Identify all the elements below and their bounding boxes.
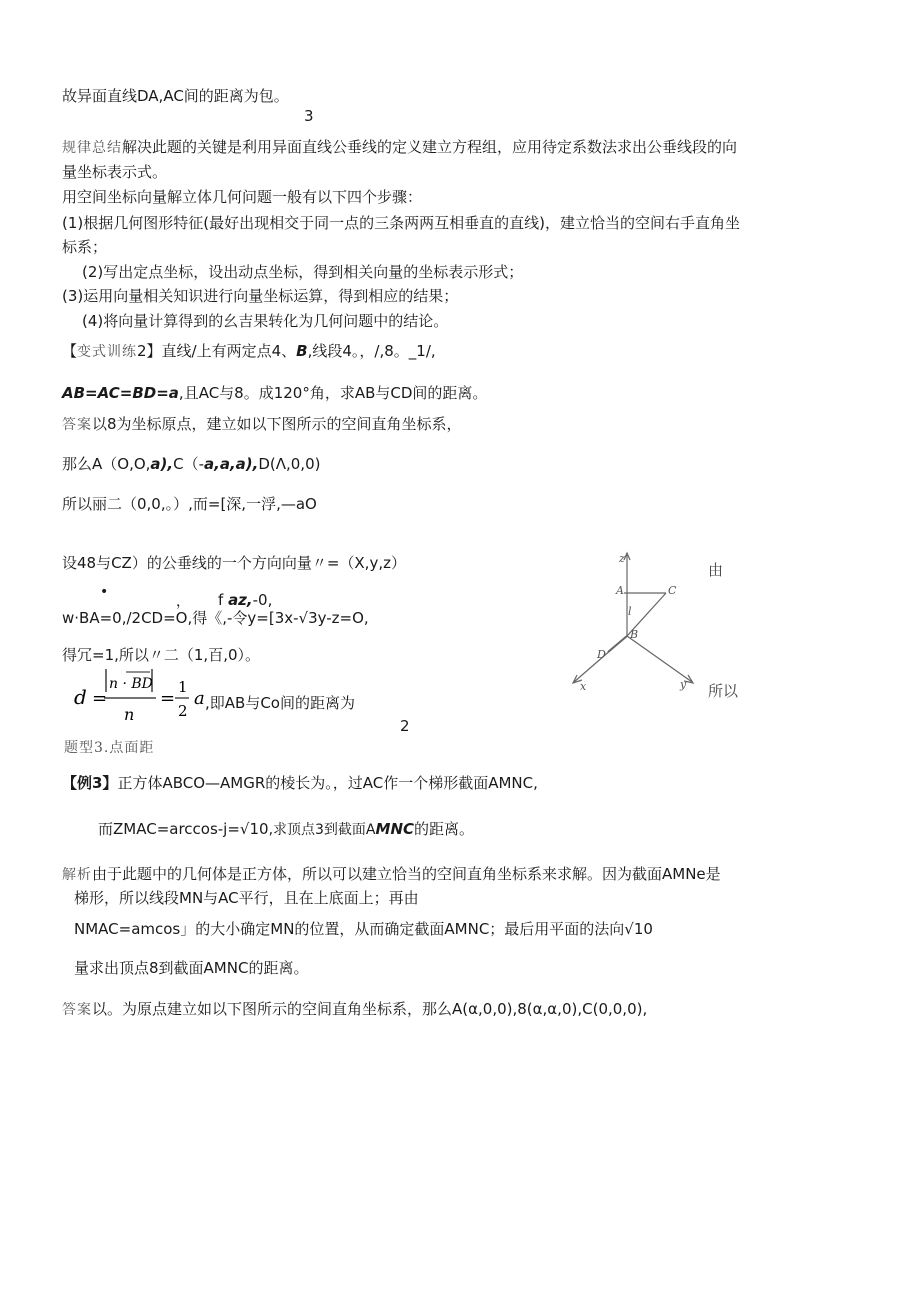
distance-formula [72,666,212,728]
segment-bd [608,636,627,652]
step-3: (3)运用向量相关知识进行向量坐标运算，得到相应的结果； [62,287,459,305]
comma-mark: ， [176,594,190,610]
distance-text: ,即AB与Co间的距离为 [205,694,355,712]
question-text: ,求顶点3到截面A [268,822,376,838]
variant-2-line [62,341,436,362]
variant-2-condition [62,383,487,403]
coords-e: D(Λ,0,0) [258,455,321,473]
example-3-condition [98,819,474,840]
analysis-line-2: 梯形，所以线段MN与AC平行，且在上底面上；再由 [74,889,419,907]
side-text-suoyi: 所以 [708,682,739,700]
coords-line [62,454,320,474]
plane-name: MNC [375,820,415,838]
coords-d: a,a,a), [204,455,259,473]
bullet-dot: • [100,584,109,600]
analysis-text: 由于此题中的几何体是正方体，所以可以建立恰当的空间直角坐标系来求解。因为截面AMNe是 [92,865,721,883]
system-brace-line [218,590,272,610]
coordinate-figure [560,548,760,698]
brace-az: az, [228,591,253,609]
step-4: (4)将向量计算得到的幺吉果转化为几何问题中的结论。 [82,312,449,330]
analysis-line-4: 量求出顶点8到截面AMNC的距离。 [74,959,309,977]
y-axis [627,636,692,682]
vectors-line: 所以丽二（0,0,。）,而=[深,一浮,—aO [62,495,317,513]
brace-zero: -0, [252,591,273,609]
answer-2-line [62,999,647,1020]
answer-2-text: 以。为原点建立如以下图所示的空间直角坐标系，那么A(α,0,0),8(α,α,0),C(0,0,0), [92,1000,648,1018]
example-3-line [62,773,538,793]
steps-intro: 用空间坐标向量解立体几何问题一般有以下四个步骤： [62,188,423,206]
variant-text-c: ,线段4。，/,8。_1/, [307,342,436,360]
side-text-you: 由 [708,561,724,579]
coords-b: a), [150,455,174,473]
analysis-line-3: NMAC=amcos」的大小确定MN的位置，从而确定截面AMNC；最后用平面的法向√10 [74,920,653,938]
summary-label: 规律总结 [62,140,122,156]
conclusion-text: 故异面直线DA,AC间的距离为包。 [62,87,289,105]
variant-question: ,且AC与8。成120°角，求AB与CD间的距离。 [178,384,488,402]
variant-label: 变式训练 [77,344,138,360]
half-numerator: 1 [178,678,188,696]
label-b: B [630,628,639,641]
half-denominator: 2 [178,702,188,720]
step-1: (1)根据几何图形特征(最好出现相交于同一点的三条两两互相垂直的直线)，建立恰当的空间右手直角坐 [62,214,740,232]
example-3-text: 正方体ABCO—AMGR的棱长为。，过AC作一个梯形截面AMNC, [117,774,538,792]
step-1-cont: 标系； [62,238,108,256]
label-l: l [628,605,632,618]
answer-line [62,414,462,435]
answer-label: 答案 [62,417,92,433]
summary-line [62,137,737,158]
summary-line-2: 量坐标表示式。 [62,163,168,181]
example-3-label: 【例3】 [62,774,118,792]
variant-text-a: 2】直线/上有两定点4、 [137,342,297,360]
label-y: y [680,678,687,691]
formula-d: d [74,685,87,709]
formula-denominator: n [124,705,135,724]
normal-vector-line: 设48与CZ）的公垂线的一个方向向量〃=（X,y,z） [62,554,406,572]
type-3-heading: 题型3.点面距 [64,740,155,756]
analysis-label: 解析 [62,867,92,883]
formula-equals: = [92,688,108,709]
distance-number: 2 [400,717,410,735]
answer-text: 以8为坐标原点，建立如以下图所示的空间直角坐标系， [92,415,462,433]
label-x: x [580,680,587,693]
coords-c: C（- [173,455,204,473]
step-2: (2)写出定点坐标，设出动点坐标，得到相关向量的坐标表示形式； [82,263,524,281]
coords-a: 那么A（O,O, [62,455,151,473]
label-d: D [597,648,606,661]
equation-line: w·BA=0,/2CD=O,得《,-令y=[3x-√3y-z=O, [62,609,369,627]
variant-equation: AB=AC=BD=a [62,384,179,402]
analysis-line [62,864,721,885]
formula-a: a [194,688,205,709]
bracket-open: 【 [62,342,78,360]
label-z: z [619,552,625,565]
result-line: 得冗=1,所以〃二（1,百,0）。 [62,646,261,664]
variant-point-b: B [296,342,308,360]
answer-2-label: 答案 [62,1002,92,1018]
summary-text: 解决此题的关键是利用异面直线公垂线的定义建立方程组，应用待定系数法求出公垂线段的向 [122,138,738,156]
formula-numerator: n · BD [109,676,153,692]
label-a: A [616,584,624,597]
angle-condition: 而ZMAC=arccos-j=√10 [98,820,269,838]
brace-f: f [218,591,224,609]
label-c: C [668,584,677,597]
line-conclusion [62,86,289,106]
conclusion-number: 3 [304,107,314,125]
question-end: 的距离。 [414,820,475,838]
formula-equals-2: = [160,688,176,709]
